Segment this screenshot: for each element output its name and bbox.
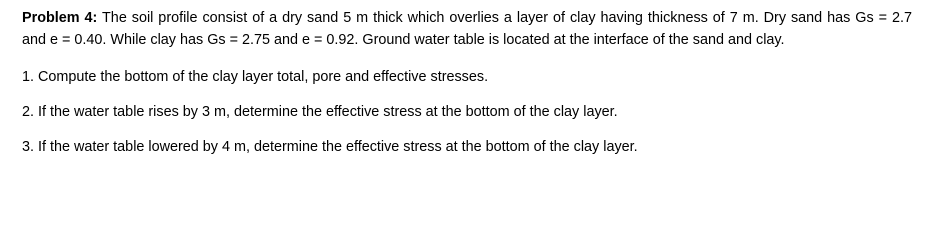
problem-label: Problem 4: bbox=[22, 10, 98, 26]
problem-statement bbox=[22, 7, 912, 51]
question-2: 2. If the water table rises by 3 m, determine the effective stress at the bottom of the clay layer. bbox=[22, 104, 618, 120]
question-1: 1. Compute the bottom of the clay layer total, pore and effective stresses. bbox=[22, 69, 489, 85]
question-3: 3. If the water table lowered by 4 m, determine the effective stress at the bottom of the clay layer. bbox=[22, 139, 638, 155]
problem-text: The soil profile consist of a dry sand 5 m thick which overlies a layer of clay having thickness of 7 m. Dry sand has Gs = 2.7 and e = 0.40. While clay has Gs = 2.75 and e = 0.92. Ground water table is located at the interface of the sand and clay. bbox=[22, 10, 912, 48]
problem-document bbox=[22, 7, 912, 158]
